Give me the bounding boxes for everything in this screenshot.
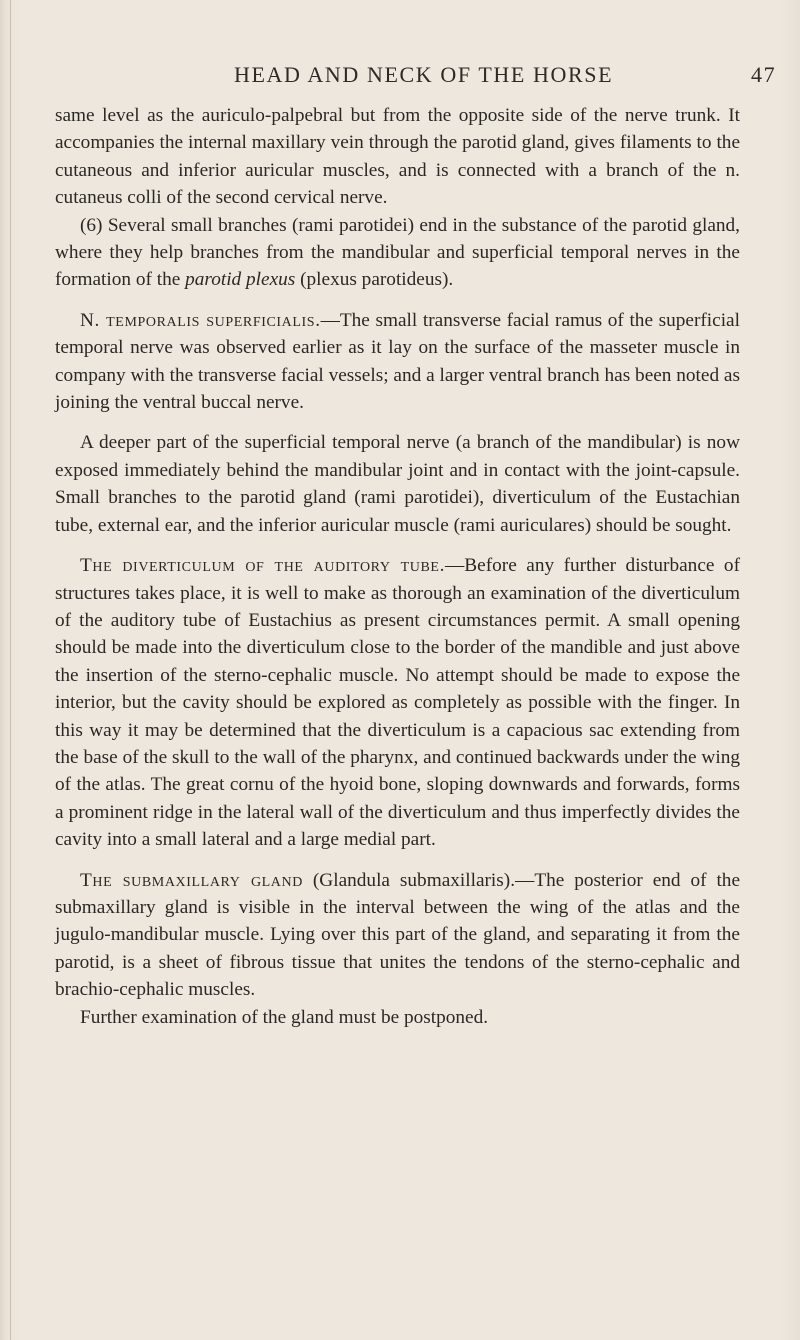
paragraph-text: —The small transverse facial ramus of the superficial temporal nerve was observed earlier as it lay on the surface of the masseter muscle in company with the transverse facial vessels; and a larger ventral branch has been noted as joining the ventral buccal nerve.	[55, 309, 740, 414]
paragraph-continuation: same level as the auriculo-palpebral but from the opposite side of the nerve trunk. It accompanies the internal maxillary vein through the parotid gland, gives filaments to the cutaneous and inferior auricular muscles, and is connected with a branch of the n. cutaneus colli of the second cervical nerve.	[55, 105, 740, 209]
page-edge-shadow	[10, 0, 11, 1340]
paragraph-diverticulum	[55, 552, 740, 853]
paragraph-text: —Before any further disturbance of structures takes place, it is well to make as thorough an examination of the diverticulum of the auditory tube of Eustachius as present circumstances permit. A small opening should be made into the diverticulum close to the border of the mandible and just above the insertion of the sterno-cephalic muscle. No attempt should be made to expose the interior, but the cavity should be explored as completely as possible with the finger. In this way it may be determined that the diverticulum is a capacious sac extending from the base of the skull to the wall of the pharynx, and continued backwards under the wing of the atlas. The great cornu of the hyoid bone, sloping downwards and forwards, forms a prominent ridge in the lateral wall of the diverticulum and thus imperfectly divides the cavity into a small lateral and a large medial part.	[55, 555, 740, 851]
paragraph-text: (6) Several small branches (rami parotidei) end in the substance of the parotid gland, where they help branches from the mandibular and superficial temporal nerves in the formation of the	[55, 214, 740, 291]
running-head-title: HEAD AND NECK OF THE HORSE	[234, 62, 614, 87]
paragraph-rami-parotidei	[55, 212, 740, 294]
paragraph-submaxillary-gland	[55, 867, 740, 1004]
paragraph-deeper-part: A deeper part of the superficial temporal nerve (a branch of the mandibular) is now exposed immediately behind the mandibular joint and in contact with the joint-capsule. Small branches to the parotid gland (rami parotidei), diverticulum of the Eustachian tube, external ear, and the inferior auricular muscle (rami auriculares) should be sought.	[55, 432, 740, 536]
paragraph-temporalis-superficialis	[55, 307, 740, 417]
paragraph-text: (plexus parotideus).	[295, 269, 454, 291]
section-lead: The submaxillary gland	[80, 869, 303, 891]
section-lead: N. temporalis superficialis.	[80, 309, 321, 331]
italic-term: parotid plexus	[185, 269, 296, 291]
paragraph-further-examination: Further examination of the gland must be postponed.	[80, 1006, 489, 1028]
page-number: 47	[751, 62, 777, 87]
section-lead: The diverticulum of the auditory tube.	[80, 555, 446, 577]
paragraph-text: (Glandula submaxillaris).—The posterior end of the submaxillary gland is visible in the interval between the wing of the atlas and the jugulo-mandibular muscle. Lying over this part of the gland, and separating it from the parotid, is a sheet of fibrous tissue that unites the tendons of the sterno-cephalic and brachio-cephalic muscles.	[55, 869, 741, 1001]
body-text	[55, 102, 740, 1031]
